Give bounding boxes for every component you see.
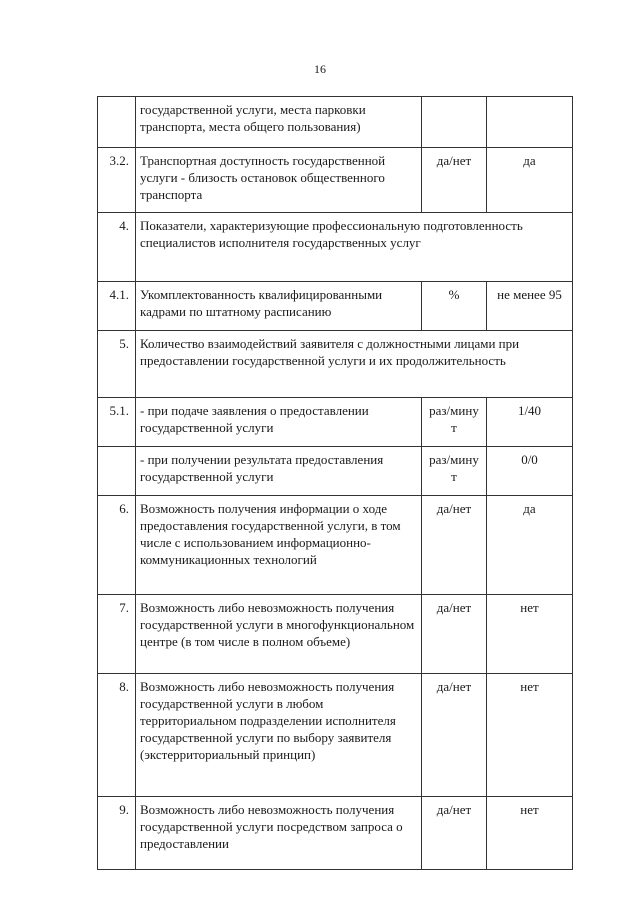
row-number: 6. [98, 496, 136, 595]
value-cell: нет [487, 674, 573, 797]
indicator-text: Укомплектованность квалифицированными кадрами по штатному расписанию [136, 282, 422, 331]
table-row [98, 398, 573, 447]
unit-cell: % [422, 282, 487, 331]
table-row [98, 595, 573, 674]
indicator-text: Возможность либо невозможность получения государственной услуги посредством запроса о предоставлении [136, 797, 422, 870]
table-row [98, 674, 573, 797]
unit-cell [422, 97, 487, 148]
row-number: 4.1. [98, 282, 136, 331]
table-row [98, 797, 573, 870]
row-number: 5.1. [98, 398, 136, 447]
indicators-table [97, 96, 573, 870]
value-cell: да [487, 496, 573, 595]
value-cell: нет [487, 595, 573, 674]
section-heading: Количество взаимодействий заявителя с должностными лицами при предоставлении государственной услуги и их продолжительность [136, 331, 573, 398]
row-number: 5. [98, 331, 136, 398]
row-number: 3.2. [98, 148, 136, 213]
value-cell: да [487, 148, 573, 213]
value-cell: не менее 95 [487, 282, 573, 331]
section-heading: Показатели, характеризующие профессиональную подготовленность специалистов исполнителя государственных услуг [136, 213, 573, 282]
table-row [98, 331, 573, 398]
unit-cell: раз/мину т [422, 447, 487, 496]
row-number: 9. [98, 797, 136, 870]
page-number: 16 [314, 62, 326, 76]
indicator-text: государственной услуги, места парковки транспорта, места общего пользования) [136, 97, 422, 148]
table-row [98, 97, 573, 148]
row-number: 7. [98, 595, 136, 674]
indicator-text: - при получении результата предоставления государственной услуги [136, 447, 422, 496]
table-row [98, 496, 573, 595]
table-row [98, 282, 573, 331]
value-cell: 1/40 [487, 398, 573, 447]
unit-cell: да/нет [422, 496, 487, 595]
unit-cell: да/нет [422, 674, 487, 797]
unit-cell: да/нет [422, 595, 487, 674]
indicator-text: Возможность либо невозможность получения государственной услуги в многофункциональном центре (в том числе в полном объеме) [136, 595, 422, 674]
table-row [98, 447, 573, 496]
indicator-text: Возможность получения информации о ходе предоставления государственной услуги, в том числе с использованием информационно-коммуникационных технологий [136, 496, 422, 595]
row-number [98, 97, 136, 148]
table-row [98, 213, 573, 282]
unit-cell: да/нет [422, 797, 487, 870]
unit-cell: раз/мину т [422, 398, 487, 447]
value-cell: нет [487, 797, 573, 870]
indicator-text: - при подаче заявления о предоставлении государственной услуги [136, 398, 422, 447]
unit-cell: да/нет [422, 148, 487, 213]
row-number: 8. [98, 674, 136, 797]
value-cell: 0/0 [487, 447, 573, 496]
value-cell [487, 97, 573, 148]
row-number: 4. [98, 213, 136, 282]
table-row [98, 148, 573, 213]
indicator-text: Транспортная доступность государственной услуги - близость остановок общественного транспорта [136, 148, 422, 213]
row-number [98, 447, 136, 496]
indicator-text: Возможность либо невозможность получения государственной услуги в любом территориальном подразделении исполнителя государственной услуги по выбору заявителя (экстерриториальный принцип) [136, 674, 422, 797]
